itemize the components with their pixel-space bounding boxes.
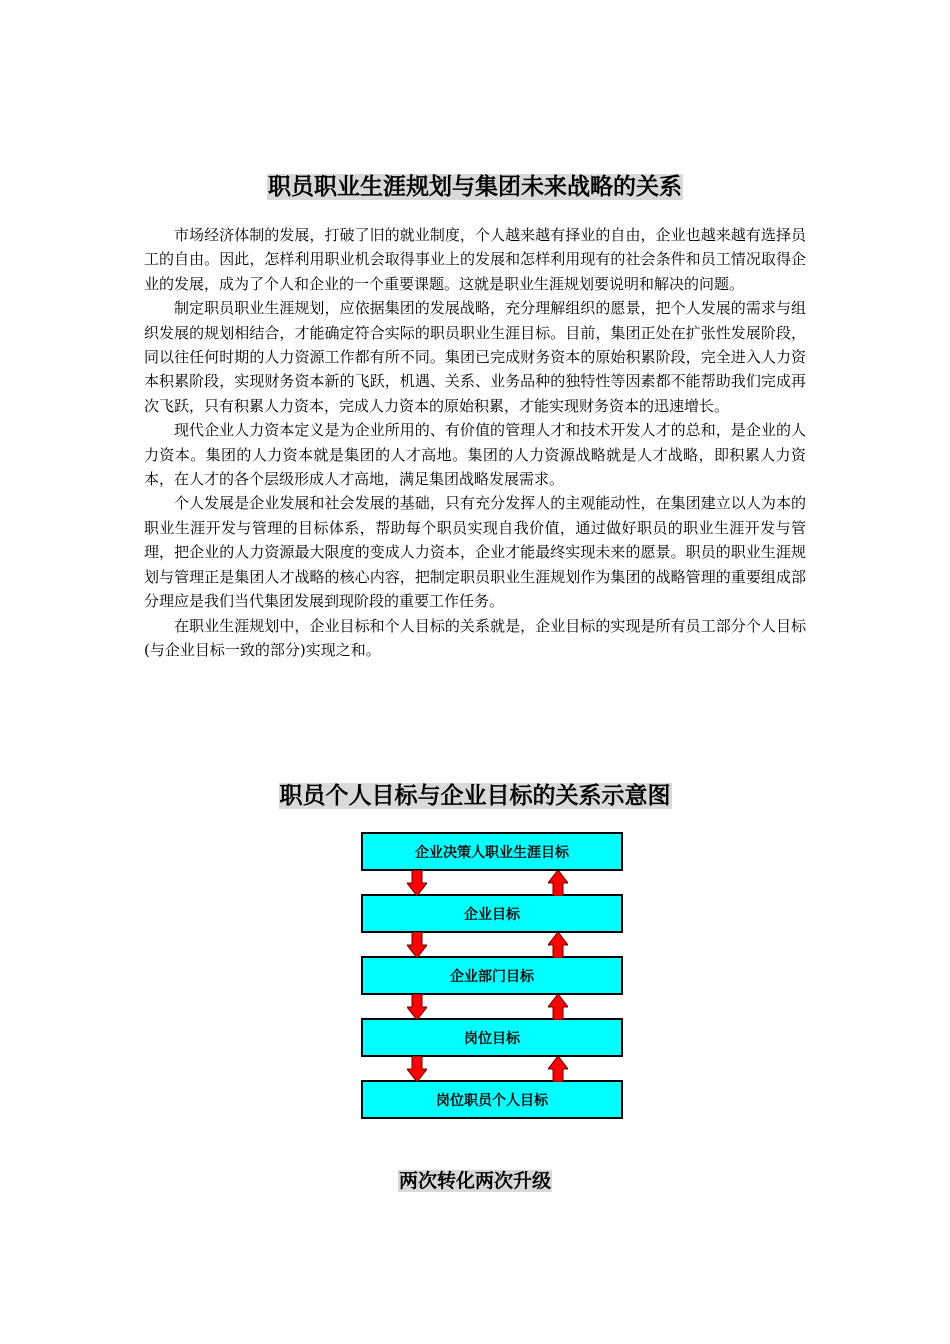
down-arrow-icon — [407, 994, 427, 1020]
page-title-text: 职员职业生涯规划与集团未来战略的关系 — [268, 174, 682, 200]
up-arrow-icon — [548, 994, 568, 1020]
paragraph-4: 个人发展是企业发展和社会发展的基础，只有充分发挥人的主观能动性，在集团建立以人为本的职业生涯开发与管理的目标体系，帮助每个职员实现自我价值，通过做好职员的职业生涯开发与管理，把企业的人力资源最大限度的变成人力资本，企业才能最终实现未来的愿景。职员的职业生涯规划与管理正是集团人才战略的核心内容，把制定职员职业生涯规划作为集团的战略管理的重要组成部分理应是我们当代集团发展到现阶段的重要工作任务。 — [144, 494, 806, 611]
goal-box-individual: 岗位职员个人目标 — [361, 1080, 623, 1119]
paragraph-3: 现代企业人力资本定义是为企业所用的、有价值的管理人才和技术开发人才的总和，是企业的人力资本。集团的人力资本就是集团的人才高地。集团的人力资源战略就是人才战略，即积累人力资本，在人才的各个层级形成人才高地，满足集团战略发展需求。 — [144, 421, 806, 489]
down-arrow-icon — [407, 870, 427, 896]
diagram-caption — [0, 1167, 950, 1195]
down-arrow-icon — [407, 932, 427, 958]
diagram-title-text: 职员个人目标与企业目标的关系示意图 — [279, 783, 671, 809]
diagram-title — [0, 781, 950, 811]
goal-hierarchy-diagram — [361, 832, 623, 1120]
goal-box-position: 岗位目标 — [361, 1018, 623, 1057]
down-arrow-icon — [407, 1056, 427, 1082]
paragraph-1: 市场经济体制的发展，打破了旧的就业制度，个人越来越有择业的自由，企业也越来越有选择员工的自由。因此，怎样利用职业机会取得事业上的发展和怎样利用现有的社会条件和员工情况取得企业的发展，成为了个人和企业的一个重要课题。这就是职业生涯规划要说明和解决的问题。 — [144, 226, 806, 293]
goal-box-decision-maker: 企业决策人职业生涯目标 — [361, 832, 623, 871]
paragraph-5: 在职业生涯规划中，企业目标和个人目标的关系就是，企业目标的实现是所有员工部分个人目标(与企业目标一致的部分)实现之和。 — [144, 616, 806, 659]
up-arrow-icon — [548, 932, 568, 958]
diagram-caption-text: 两次转化两次升级 — [398, 1170, 551, 1192]
up-arrow-icon — [548, 1056, 568, 1082]
goal-box-department: 企业部门目标 — [361, 956, 623, 995]
up-arrow-icon — [548, 870, 568, 896]
goal-box-enterprise: 企业目标 — [361, 894, 623, 933]
body-text — [144, 223, 806, 662]
paragraph-2: 制定职员职业生涯规划，应依据集团的发展战略，充分理解组织的愿景，把个人发展的需求与组织发展的规划相结合，才能确定符合实际的职员职业生涯目标。目前，集团正处在扩张性发展阶段，同以往任何时期的人力资源工作都有所不同。集团已完成财务资本的原始积累阶段，完全进入人力资本积累阶段，实现财务资本新的飞跃，机遇、关系、业务品种的独特性等因素都不能帮助我们完成再次飞跃，只有积累人力资本，完成人力资本的原始积累，才能实现财务资本的迅速增长。 — [144, 299, 806, 415]
page-title — [0, 172, 950, 202]
